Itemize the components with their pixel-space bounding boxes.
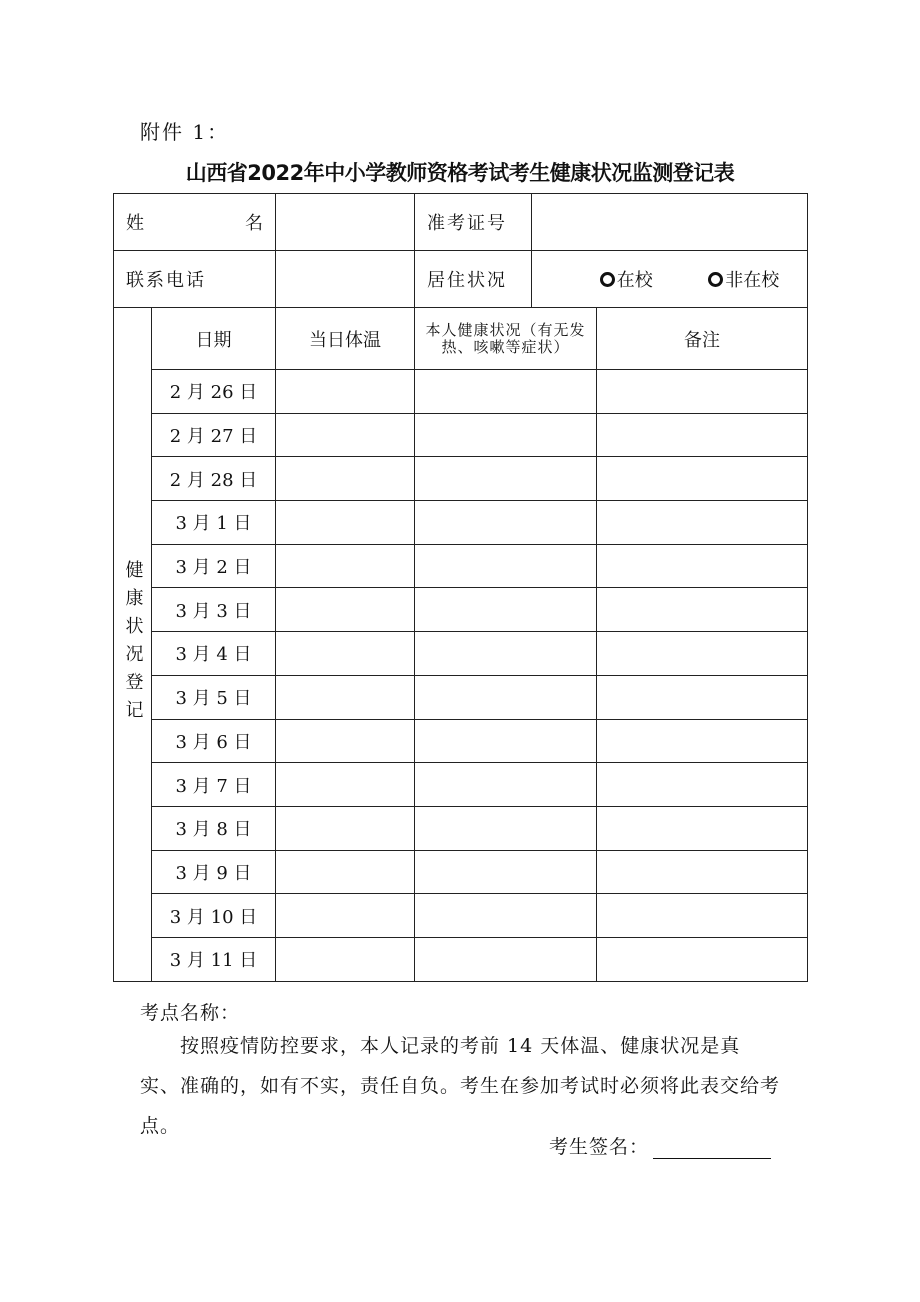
- date-cell: 3 月 8 日: [152, 806, 276, 850]
- signature-line[interactable]: [653, 1140, 771, 1159]
- table-row: [114, 501, 808, 545]
- date-cell: 2 月 26 日: [152, 370, 276, 414]
- column-header-date: 日期: [152, 308, 276, 370]
- name-label-part-1: 姓: [126, 213, 144, 234]
- phone-label: 联系电话: [114, 251, 276, 308]
- health-status-cell[interactable]: [415, 806, 597, 850]
- health-status-cell[interactable]: [415, 719, 597, 763]
- remarks-cell[interactable]: [597, 588, 808, 632]
- section-label-cell: [114, 308, 152, 982]
- radio-off-campus[interactable]: [708, 266, 779, 292]
- residence-label: 居住状况: [415, 251, 532, 308]
- temperature-cell[interactable]: [276, 763, 415, 807]
- date-cell: 2 月 28 日: [152, 457, 276, 501]
- temperature-cell[interactable]: [276, 413, 415, 457]
- health-status-cell[interactable]: [415, 457, 597, 501]
- form-title: 山西省2022年中小学教师资格考试考生健康状况监测登记表: [185, 161, 735, 185]
- remarks-cell[interactable]: [597, 370, 808, 414]
- name-label-cell: [114, 194, 276, 251]
- date-cell: 3 月 5 日: [152, 675, 276, 719]
- health-status-cell[interactable]: [415, 763, 597, 807]
- table-row: [114, 719, 808, 763]
- remarks-cell[interactable]: [597, 719, 808, 763]
- radio-on-campus[interactable]: [600, 266, 653, 292]
- remarks-cell[interactable]: [597, 894, 808, 938]
- table-row: [114, 457, 808, 501]
- temperature-cell[interactable]: [276, 937, 415, 981]
- column-header-health-status: 本人健康状况（有无发热、咳嗽等症状）: [415, 308, 597, 370]
- residence-options-cell: [532, 251, 808, 308]
- health-status-cell[interactable]: [415, 937, 597, 981]
- date-cell: 3 月 11 日: [152, 937, 276, 981]
- temperature-cell[interactable]: [276, 632, 415, 676]
- remarks-cell[interactable]: [597, 544, 808, 588]
- health-status-cell[interactable]: [415, 588, 597, 632]
- attachment-label: 附件 1：: [140, 120, 230, 144]
- health-status-cell[interactable]: [415, 675, 597, 719]
- temperature-cell[interactable]: [276, 719, 415, 763]
- date-cell: 3 月 2 日: [152, 544, 276, 588]
- column-header-remarks: 备注: [597, 308, 808, 370]
- name-field[interactable]: [276, 194, 415, 251]
- temperature-cell[interactable]: [276, 544, 415, 588]
- venue-label: 考点名称：: [140, 1002, 241, 1024]
- ticket-label: 准考证号: [415, 194, 532, 251]
- date-cell: 3 月 4 日: [152, 632, 276, 676]
- statement-text: 按照疫情防控要求，本人记录的考前 14 天体温、健康状况是真实、准确的，如有不实，责任自负。考生在参加考试时必须将此表交给考点。: [140, 1035, 781, 1137]
- remarks-cell[interactable]: [597, 937, 808, 981]
- health-status-cell[interactable]: [415, 632, 597, 676]
- date-cell: 3 月 10 日: [152, 894, 276, 938]
- section-label: 健康状况登记: [122, 560, 144, 729]
- temperature-cell[interactable]: [276, 457, 415, 501]
- radio-circle-icon: [600, 272, 615, 287]
- health-status-cell[interactable]: [415, 501, 597, 545]
- table-row: [114, 763, 808, 807]
- remarks-cell[interactable]: [597, 501, 808, 545]
- table-row: [114, 370, 808, 414]
- phone-field[interactable]: [276, 251, 415, 308]
- date-cell: 3 月 7 日: [152, 763, 276, 807]
- temperature-cell[interactable]: [276, 588, 415, 632]
- table-row: [114, 894, 808, 938]
- health-status-cell[interactable]: [415, 413, 597, 457]
- health-status-cell[interactable]: [415, 894, 597, 938]
- table-row: [114, 632, 808, 676]
- table-row: [114, 806, 808, 850]
- health-status-cell[interactable]: [415, 370, 597, 414]
- radio-off-campus-label: 非在校: [725, 270, 780, 291]
- radio-circle-icon: [708, 272, 723, 287]
- table-row: [114, 544, 808, 588]
- date-cell: 3 月 3 日: [152, 588, 276, 632]
- signature-area: [549, 1132, 771, 1159]
- table-row: [114, 850, 808, 894]
- temperature-cell[interactable]: [276, 501, 415, 545]
- date-cell: 3 月 6 日: [152, 719, 276, 763]
- health-status-cell[interactable]: [415, 544, 597, 588]
- date-cell: 3 月 1 日: [152, 501, 276, 545]
- remarks-cell[interactable]: [597, 457, 808, 501]
- remarks-cell[interactable]: [597, 806, 808, 850]
- date-cell: 3 月 9 日: [152, 850, 276, 894]
- temperature-cell[interactable]: [276, 370, 415, 414]
- remarks-cell[interactable]: [597, 763, 808, 807]
- table-row: [114, 588, 808, 632]
- table-row: [114, 937, 808, 981]
- table-row: [114, 413, 808, 457]
- ticket-field[interactable]: [532, 194, 808, 251]
- table-row: [114, 675, 808, 719]
- remarks-cell[interactable]: [597, 675, 808, 719]
- temperature-cell[interactable]: [276, 806, 415, 850]
- temperature-cell[interactable]: [276, 894, 415, 938]
- date-cell: 2 月 27 日: [152, 413, 276, 457]
- signature-label: 考生签名：: [549, 1136, 650, 1158]
- health-form-table: [113, 193, 808, 982]
- remarks-cell[interactable]: [597, 632, 808, 676]
- temperature-cell[interactable]: [276, 850, 415, 894]
- health-status-cell[interactable]: [415, 850, 597, 894]
- temperature-cell[interactable]: [276, 675, 415, 719]
- radio-on-campus-label: 在校: [616, 270, 653, 291]
- column-header-temperature: 当日体温: [276, 308, 415, 370]
- remarks-cell[interactable]: [597, 413, 808, 457]
- remarks-cell[interactable]: [597, 850, 808, 894]
- name-label-part-2: 名: [245, 213, 263, 234]
